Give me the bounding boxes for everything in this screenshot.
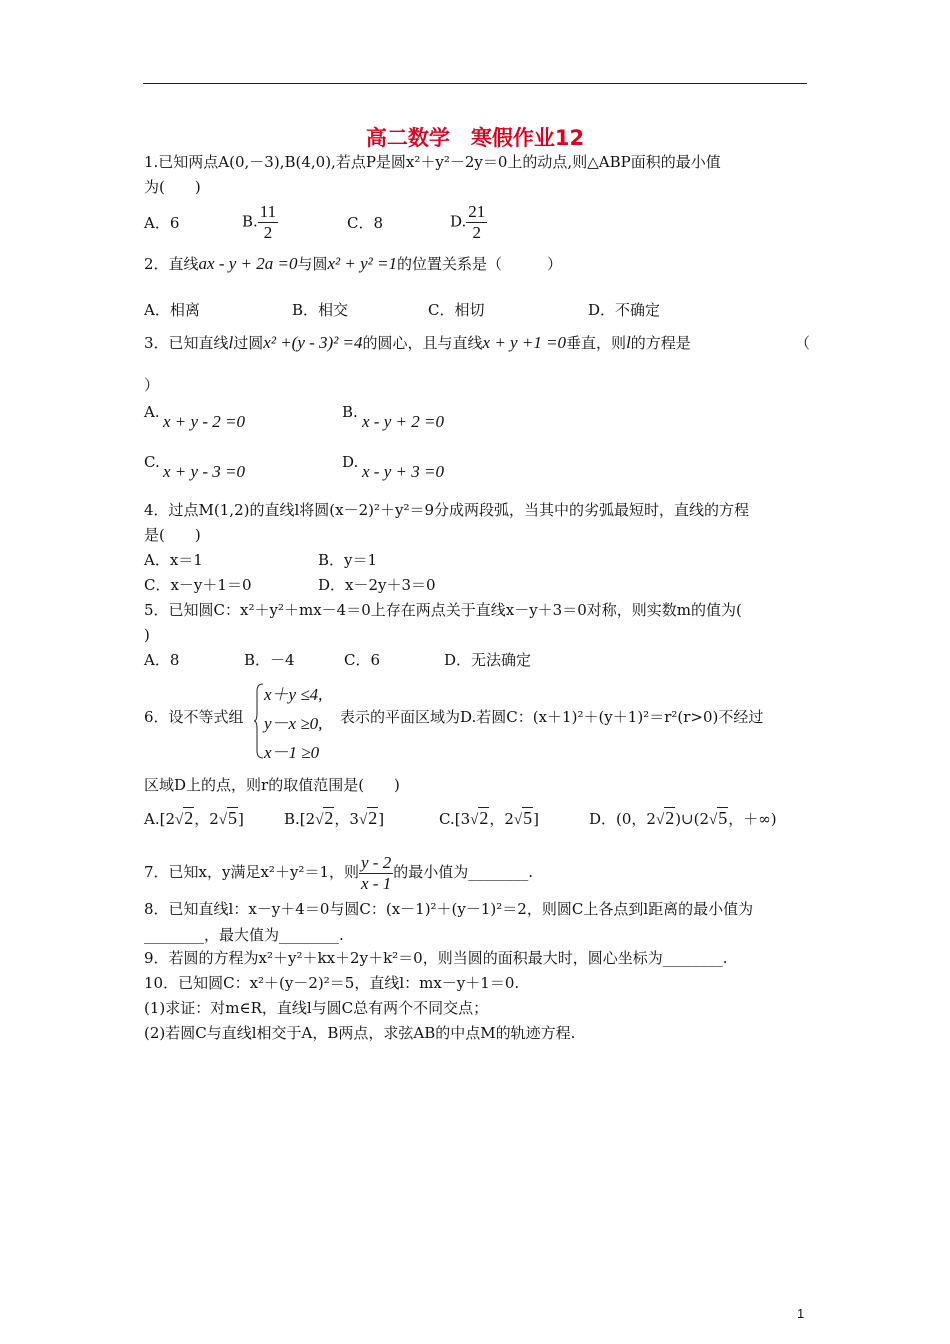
q2-option-d: D．不确定 xyxy=(588,301,661,319)
page-title: 高二数学 寒假作业12 xyxy=(365,126,585,150)
q6-option-c: C.[3√2，2√5] xyxy=(439,808,539,828)
q9-line1: 9．若圆的方程为x²＋y²＋kx＋2y＋k²＝0，则当圆的面积最大时，圆心坐标为________. xyxy=(144,949,728,967)
q6-inequality-3: x－1 ≥0 xyxy=(264,743,320,762)
q1-option-b: B. $\frac{11}{2}$ xyxy=(242,202,277,242)
q3-paren-close: ） xyxy=(144,376,160,394)
q3-option-d-label: D. xyxy=(342,453,359,471)
q1-option-c: C．8 xyxy=(347,213,384,232)
q5-option-b: B．－4 xyxy=(244,651,295,669)
q10-line2: (1)求证：对m∈R，直线l与圆C总有两个不同交点； xyxy=(144,999,489,1017)
q10-line1: 10．已知圆C：x²＋(y－2)²＝5，直线l：mx－y＋1＝0. xyxy=(144,974,520,992)
q5-option-d: D．无法确定 xyxy=(444,651,532,669)
q10-line3: (2)若圆C与直线l相交于A，B两点，求弦AB的中点M的轨迹方程. xyxy=(144,1024,576,1042)
q3-stem: 3．已知直线l过圆x² +(y - 3)² =4的圆心，且与直线x + y +1 =0垂直，则l的方程是 xyxy=(144,333,691,352)
q6-options xyxy=(144,804,777,834)
q6-option-a: A.[2√2，2√5] xyxy=(144,808,244,828)
q1-stem-line2: 为( ) xyxy=(144,178,201,196)
q3-option-b: x - y + 2 =0 xyxy=(362,412,444,431)
q4-option-a: A．x＝1 xyxy=(144,551,203,569)
q6-stem-line2: 区域D上的点，则r的取值范围是( ) xyxy=(144,776,400,794)
q3-option-d: x - y + 3 =0 xyxy=(362,462,444,481)
q2-option-c: C．相切 xyxy=(428,301,485,319)
q5-stem-line2: ) xyxy=(144,626,150,644)
q8-line1: 8．已知直线l：x－y＋4＝0与圆C：(x－1)²＋(y－1)²＝2，则圆C上各点到l距离的最小值为 xyxy=(144,900,754,918)
q4-stem-line1: 4．过点M(1,2)的直线l将圆(x－2)²＋y²＝9分成两段弧，当其中的劣弧最短时，直线的方程 xyxy=(144,501,750,519)
header-rule xyxy=(143,83,807,84)
q6-option-b: B.[2√2，3√2] xyxy=(284,808,385,828)
q4-option-b: B．y＝1 xyxy=(318,551,378,569)
q6-stem-pre: 6．设不等式组 xyxy=(144,708,244,726)
q1-options xyxy=(144,202,487,243)
q6-stem-post: 表示的平面区域为D.若圆C：(x＋1)²＋(y＋1)²＝r²(r>0)不经过 xyxy=(340,708,764,726)
q1-stem-line1: 1.已知两点A(0,－3),B(4,0),若点P是圆x²＋y²－2y＝0上的动点,则△ABP面积的最小值 xyxy=(144,153,721,171)
q1-option-a: A．6 xyxy=(144,213,180,232)
q2-option-a: A．相离 xyxy=(144,301,200,319)
q7-stem: 7．已知x，y满足x²＋y²＝1，则 $\frac{y - 2}{x - 1}$ 的最小值为________. xyxy=(144,852,533,893)
q1-option-d: D. $\frac{21}{2}$ xyxy=(450,202,486,242)
q4-stem-line2: 是( ) xyxy=(144,526,201,544)
q3-option-a: x + y - 2 =0 xyxy=(163,412,245,431)
q5-options xyxy=(144,650,531,670)
q4-option-c: C．x－y＋1＝0 xyxy=(144,576,252,594)
q5-option-a: A．8 xyxy=(144,651,180,669)
q3-option-c: x + y - 3 =0 xyxy=(163,462,245,481)
q6-option-d: D．(0，2√2)∪(2√5，＋∞) xyxy=(589,808,777,828)
q6-inequality-2: y－x ≥0, xyxy=(264,714,323,733)
q3-option-a-label: A. xyxy=(144,403,160,421)
q2-option-b: B．相交 xyxy=(292,301,349,319)
q2-options xyxy=(144,300,660,320)
q4-option-d: D．x－2y＋3＝0 xyxy=(318,576,436,594)
q5-stem-line1: 5．已知圆C：x²＋y²＋mx－4＝0上存在两点关于直线x－y＋3＝0对称，则实数m的值为( xyxy=(144,601,742,619)
q8-line2: ________，最大值为________. xyxy=(144,926,344,944)
q3-option-c-label: C. xyxy=(144,453,160,471)
page-number: 1 xyxy=(797,1306,805,1321)
q3-option-b-label: B. xyxy=(342,403,358,421)
q6-system-brace xyxy=(254,683,264,759)
q2-stem: 2．直线ax - y + 2a =0与圆x² + y² =1的位置关系是（ ） xyxy=(144,254,563,273)
q6-inequality-1: x＋y ≤4, xyxy=(264,685,323,704)
q5-option-c: C．6 xyxy=(344,651,381,669)
q3-paren-open: （ xyxy=(795,334,811,352)
